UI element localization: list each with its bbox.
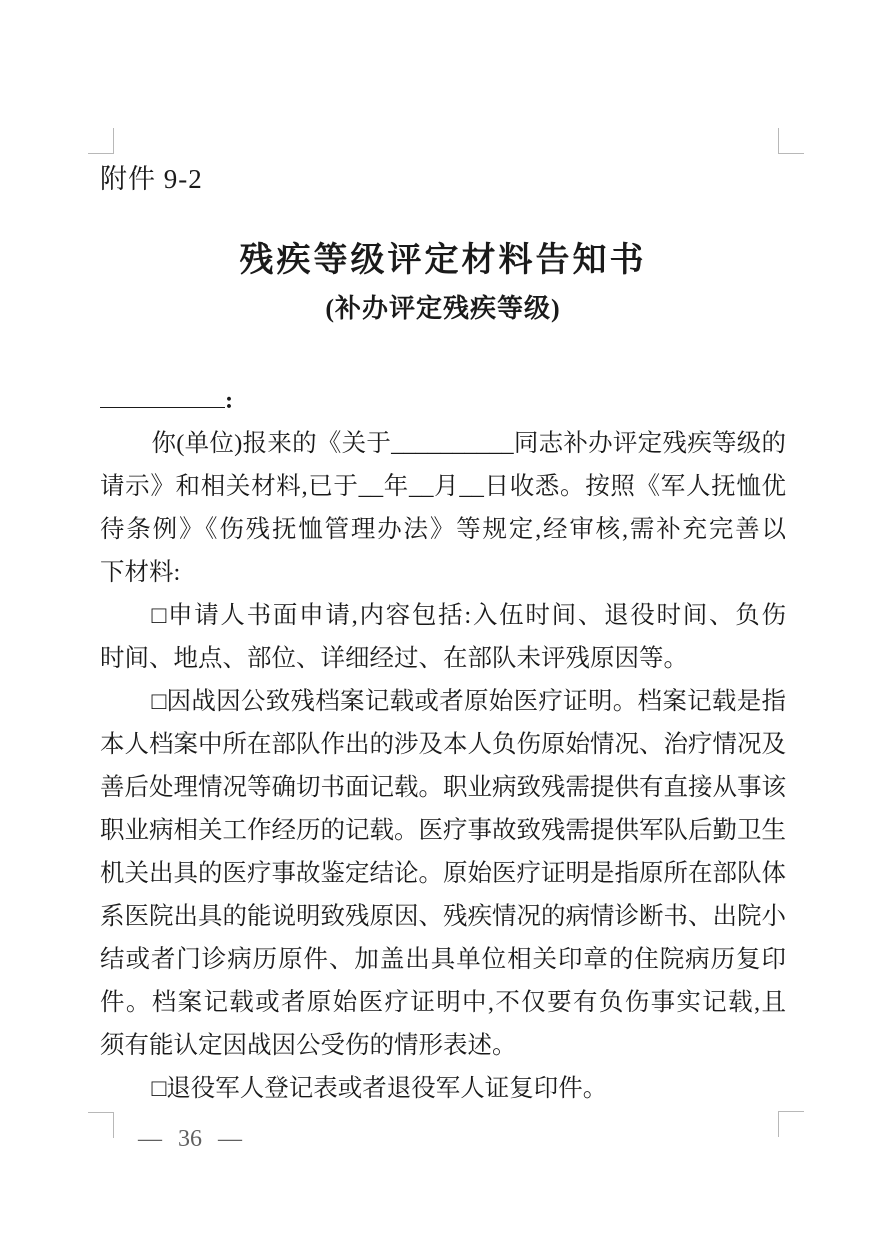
salutation-line [100, 379, 786, 422]
body-line: 须有能认定因战因公受伤的情形表述。 [100, 1032, 517, 1059]
corner-mark-bottom-left [88, 1112, 114, 1138]
body-line: 时间、地点、部位、详细经过、在部队未评残原因等。 [100, 645, 688, 672]
body-line-checkbox-applicant: □申请人书面申请,内容包括:入伍时间、退役时间、负伤 [151, 602, 786, 629]
body-line: 本人档案中所在部队作出的涉及本人负伤原始情况、治疗情况及 [100, 731, 786, 758]
salutation-blank-line [100, 383, 225, 409]
body-line: 结或者门诊病历原件、加盖出具单位相关印章的住院病历复印 [100, 946, 786, 973]
page-number: — 36 — [138, 1126, 242, 1152]
corner-mark-bottom-right [778, 1111, 804, 1137]
document-subtitle: (补办评定残疾等级) [325, 294, 561, 323]
body-line: 件。档案记载或者原始医疗证明中,不仅要有负伤事实记载,且 [100, 989, 786, 1016]
document-title: 残疾等级评定材料告知书 [239, 242, 647, 279]
body-line: 善后处理情况等确切书面记载。职业病致残需提供有直接从事该 [100, 774, 786, 801]
body-line-checkbox-veteran-card: □退役军人登记表或者退役军人证复印件。 [151, 1075, 608, 1102]
body-line: 职业病相关工作经历的记载。医疗事故致残需提供军队后勤卫生 [100, 817, 786, 844]
corner-mark-top-right [778, 128, 804, 154]
salutation-colon: : [225, 387, 234, 414]
body-line: 系医院出具的能说明致残原因、残疾情况的病情诊断书、出院小 [100, 903, 786, 930]
body-line: 下材料: [100, 559, 181, 586]
document-body [100, 379, 786, 1110]
body-line: 请示》和相关材料,已于__年__月__日收悉。按照《军人抚恤优 [100, 473, 786, 500]
body-line: 待条例》《伤残抚恤管理办法》等规定,经审核,需补充完善以 [100, 516, 786, 543]
corner-mark-top-left [88, 128, 114, 154]
body-line: 你(单位)报来的《关于__________同志补办评定残疾等级的 [151, 430, 786, 457]
attachment-label: 附件 9-2 [100, 164, 203, 194]
body-line-checkbox-archive: □因战因公致残档案记载或者原始医疗证明。档案记载是指 [151, 688, 786, 715]
body-line: 机关出具的医疗事故鉴定结论。原始医疗证明是指原所在部队体 [100, 860, 786, 887]
